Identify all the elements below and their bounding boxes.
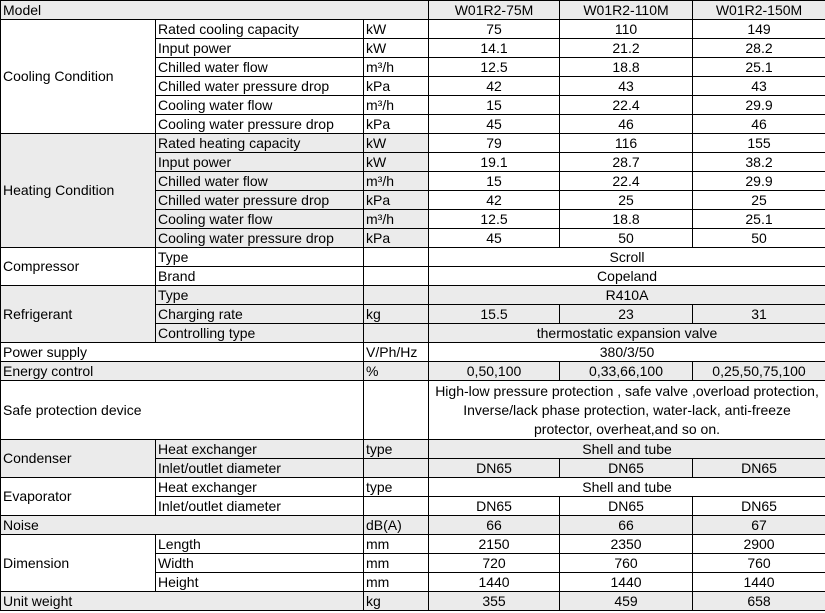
row-value: 1440 [693, 573, 825, 592]
dimension-group: Dimension [1, 535, 156, 592]
row-param: Chilled water pressure drop [156, 191, 364, 210]
row-unit: kW [364, 134, 429, 153]
row-unit: mm [364, 535, 429, 554]
table-row [1, 362, 825, 381]
row-unit: type [364, 440, 429, 459]
safe-protection-label: Safe protection device [1, 381, 364, 440]
row-value: 12.5 [429, 210, 560, 229]
row-value: DN65 [560, 497, 693, 516]
row-param: Brand [156, 267, 364, 286]
row-value: 18.8 [560, 210, 693, 229]
row-param: Length [156, 535, 364, 554]
row-unit: kg [364, 592, 429, 611]
row-value: DN65 [693, 497, 825, 516]
row-param: Height [156, 573, 364, 592]
row-value: 2350 [560, 535, 693, 554]
row-value: 760 [560, 554, 693, 573]
row-unit [364, 286, 429, 305]
row-value: 28.7 [560, 153, 693, 172]
row-unit [364, 381, 429, 440]
row-value: 66 [429, 516, 560, 535]
row-param: Heat exchanger [156, 440, 364, 459]
row-param: Width [156, 554, 364, 573]
energy-control-label: Energy control [1, 362, 364, 381]
row-value: DN65 [693, 459, 825, 478]
row-value: 22.4 [560, 96, 693, 115]
noise-label: Noise [1, 516, 364, 535]
heating-condition-group: Heating Condition [1, 134, 156, 248]
row-unit [364, 497, 429, 516]
row-value: 355 [429, 592, 560, 611]
row-unit: kW [364, 20, 429, 39]
row-param: Chilled water flow [156, 58, 364, 77]
row-value: 0,50,100 [429, 362, 560, 381]
row-value: Copeland [429, 267, 825, 286]
row-value: 18.8 [560, 58, 693, 77]
row-param: Heat exchanger [156, 478, 364, 497]
row-value: DN65 [429, 497, 560, 516]
row-value: 14.1 [429, 39, 560, 58]
row-unit: V/Ph/Hz [364, 343, 429, 362]
row-unit: kPa [364, 77, 429, 96]
row-unit: m³/h [364, 58, 429, 77]
row-value: thermostatic expansion valve [429, 324, 825, 343]
row-unit: kW [364, 39, 429, 58]
row-value: 42 [429, 77, 560, 96]
model-header-label: Model [1, 1, 429, 20]
table-row [1, 516, 825, 535]
row-value: 0,33,66,100 [560, 362, 693, 381]
row-value: 12.5 [429, 58, 560, 77]
row-value: 1440 [429, 573, 560, 592]
row-unit: type [364, 478, 429, 497]
row-value: 116 [560, 134, 693, 153]
table-row [1, 440, 825, 459]
row-value: 110 [560, 20, 693, 39]
row-value: 28.2 [693, 39, 825, 58]
refrigerant-group: Refrigerant [1, 286, 156, 343]
row-value: 46 [560, 115, 693, 134]
row-param: Type [156, 286, 364, 305]
row-value: 42 [429, 191, 560, 210]
row-value: DN65 [429, 459, 560, 478]
row-value: 38.2 [693, 153, 825, 172]
row-value: 66 [560, 516, 693, 535]
row-value: 380/3/50 [429, 343, 825, 362]
model-name-2: W01R2-110M [560, 1, 693, 20]
row-value: 658 [693, 592, 825, 611]
table-row [1, 478, 825, 497]
row-param: Type [156, 248, 364, 267]
row-param: Inlet/outlet diameter [156, 459, 364, 478]
row-value: Shell and tube [429, 440, 825, 459]
row-value: 15.5 [429, 305, 560, 324]
row-value: 19.1 [429, 153, 560, 172]
row-value: 2150 [429, 535, 560, 554]
row-value: 25 [560, 191, 693, 210]
row-unit: kW [364, 153, 429, 172]
table-row [1, 535, 825, 554]
evaporator-group: Evaporator [1, 478, 156, 516]
table-row [1, 592, 825, 611]
row-value: 459 [560, 592, 693, 611]
row-unit: kPa [364, 229, 429, 248]
row-value: 45 [429, 115, 560, 134]
row-param: Chilled water flow [156, 172, 364, 191]
row-param: Input power [156, 39, 364, 58]
row-param: Rated heating capacity [156, 134, 364, 153]
row-param: Inlet/outlet diameter [156, 497, 364, 516]
row-value: 23 [560, 305, 693, 324]
row-param: Cooling water flow [156, 210, 364, 229]
row-value: 25 [693, 191, 825, 210]
table-row [1, 20, 825, 39]
row-param: Cooling water pressure drop [156, 229, 364, 248]
row-value: 25.1 [693, 58, 825, 77]
row-value: 31 [693, 305, 825, 324]
row-param: Cooling water flow [156, 96, 364, 115]
row-value: 1440 [560, 573, 693, 592]
row-unit: kg [364, 305, 429, 324]
row-value: 720 [429, 554, 560, 573]
row-unit: % [364, 362, 429, 381]
table-row [1, 286, 825, 305]
row-unit: kPa [364, 115, 429, 134]
row-value: 29.9 [693, 172, 825, 191]
row-value: R410A [429, 286, 825, 305]
row-unit: m³/h [364, 210, 429, 229]
row-param: Chilled water pressure drop [156, 77, 364, 96]
row-value: 760 [693, 554, 825, 573]
row-value: 43 [693, 77, 825, 96]
row-param: Rated cooling capacity [156, 20, 364, 39]
row-unit [364, 248, 429, 267]
row-value: 50 [560, 229, 693, 248]
model-name-1: W01R2-75M [429, 1, 560, 20]
row-unit [364, 324, 429, 343]
table-row [1, 248, 825, 267]
row-value: 45 [429, 229, 560, 248]
row-value: 22.4 [560, 172, 693, 191]
row-unit: dB(A) [364, 516, 429, 535]
row-unit [364, 459, 429, 478]
row-unit: mm [364, 573, 429, 592]
row-param: Input power [156, 153, 364, 172]
row-unit [364, 267, 429, 286]
row-value: 21.2 [560, 39, 693, 58]
row-value: 15 [429, 96, 560, 115]
row-value: 149 [693, 20, 825, 39]
row-value: 25.1 [693, 210, 825, 229]
compressor-group: Compressor [1, 248, 156, 286]
row-value: 155 [693, 134, 825, 153]
row-value: DN65 [560, 459, 693, 478]
unit-weight-label: Unit weight [1, 592, 364, 611]
row-value: 46 [693, 115, 825, 134]
row-value: 15 [429, 172, 560, 191]
row-value: 75 [429, 20, 560, 39]
condenser-group: Condenser [1, 440, 156, 478]
model-name-3: W01R2-150M [693, 1, 825, 20]
row-value: Shell and tube [429, 478, 825, 497]
table-row [1, 134, 825, 153]
power-supply-label: Power supply [1, 343, 364, 362]
row-value: 29.9 [693, 96, 825, 115]
cooling-condition-group: Cooling Condition [1, 20, 156, 134]
row-value: 2900 [693, 535, 825, 554]
row-unit: kPa [364, 191, 429, 210]
row-value: Scroll [429, 248, 825, 267]
table-row [1, 343, 825, 362]
row-unit: mm [364, 554, 429, 573]
row-value: 0,25,50,75,100 [693, 362, 825, 381]
header-row [1, 1, 825, 20]
table-row [1, 381, 825, 440]
row-value: 67 [693, 516, 825, 535]
row-unit: m³/h [364, 96, 429, 115]
row-param: Cooling water pressure drop [156, 115, 364, 134]
row-value: 43 [560, 77, 693, 96]
row-value: 50 [693, 229, 825, 248]
row-value: 79 [429, 134, 560, 153]
row-param: Controlling type [156, 324, 364, 343]
safe-protection-value: High-low pressure protection , safe valve ,overload protection, Inverse/lack phase protection, water-lack, anti-freeze protector, overheat,and so on. [429, 381, 825, 440]
row-param: Charging rate [156, 305, 364, 324]
row-unit: m³/h [364, 172, 429, 191]
